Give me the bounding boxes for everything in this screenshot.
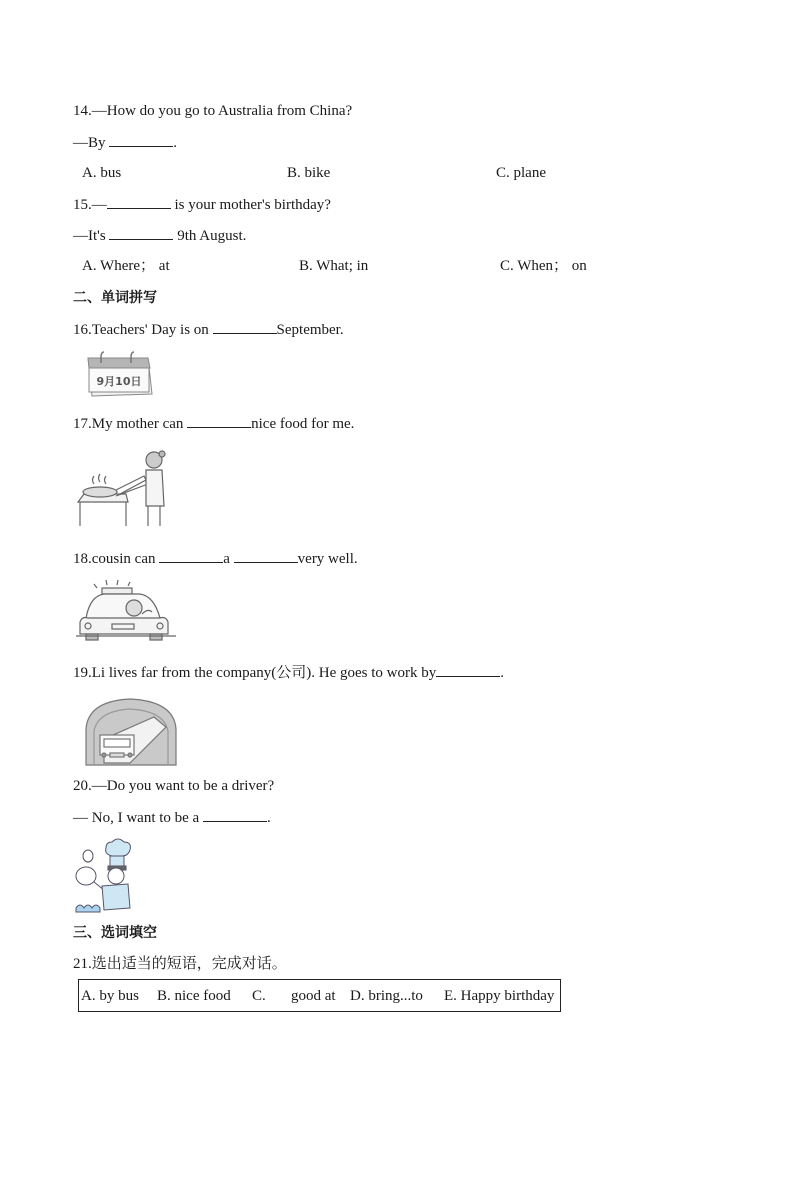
q14-blank xyxy=(109,133,173,147)
q14-option-b: B. bike xyxy=(287,165,331,181)
section-3-heading: 三、选词填空 xyxy=(73,925,157,941)
q14-answer-suffix: . xyxy=(173,135,178,151)
q15-question-suffix: is your mother's birthday? xyxy=(170,197,331,213)
woman-cooking-illustration xyxy=(74,448,174,530)
q15-option-a: A. Where； at xyxy=(82,258,170,274)
q15-option-b: B. What; in xyxy=(299,258,369,274)
word-bank-option-b: B. nice food xyxy=(157,988,231,1004)
q21-instruction: 21.选出适当的短语，完成对话。 xyxy=(73,956,287,972)
chef-illustration xyxy=(72,838,144,914)
word-bank-option-d: D. bring...to xyxy=(350,988,423,1004)
q15-blank-1 xyxy=(107,195,171,209)
q18-prefix: 18.cousin can xyxy=(73,551,160,567)
word-bank-option-c-text: good at xyxy=(291,988,336,1004)
q15-question-prefix: 15.— xyxy=(73,197,107,213)
q17-prefix: 17.My mother can xyxy=(73,416,188,432)
q20-question: 20.—Do you want to be a driver? xyxy=(73,778,275,794)
q16-prefix: 16.Teachers' Day is on xyxy=(73,322,213,338)
word-bank-option-a: A. by bus xyxy=(81,988,139,1004)
q15-answer-suffix: 9th August. xyxy=(173,228,247,244)
word-bank-option-c-label: C. xyxy=(252,988,266,1004)
section-2-heading: 二、单词拼写 xyxy=(73,290,157,306)
q14-answer-prefix: —By xyxy=(73,135,110,151)
calendar-icon xyxy=(84,348,154,400)
q16-blank xyxy=(213,320,277,334)
q16-question xyxy=(73,320,344,339)
q15-answer-line xyxy=(73,226,246,245)
calendar-date-text: 9月10日 xyxy=(96,375,142,388)
q14-option-a: A. bus xyxy=(82,165,122,181)
q15-blank-2 xyxy=(109,226,173,240)
q21-word-bank xyxy=(78,979,561,1012)
q18-blank-2 xyxy=(234,549,298,563)
q18-blank-1 xyxy=(159,549,223,563)
q20-answer-prefix: — No, I want to be a xyxy=(73,810,203,826)
q14-answer-line xyxy=(73,133,177,152)
q16-suffix: September. xyxy=(276,322,344,338)
q15-option-c: C. When； on xyxy=(500,258,587,274)
q15-answer-prefix: —It's xyxy=(73,228,110,244)
q18-middle: a xyxy=(223,551,234,567)
q18-suffix: very well. xyxy=(297,551,358,567)
q19-prefix: 19.Li lives far from the company(公司). He goes to work by xyxy=(73,665,437,681)
q20-answer-suffix: . xyxy=(266,810,271,826)
q15-question xyxy=(73,195,331,214)
q14-option-c: C. plane xyxy=(496,165,546,181)
q17-blank xyxy=(187,414,251,428)
subway-train-illustration xyxy=(84,697,180,767)
q20-blank xyxy=(203,808,267,822)
q19-question xyxy=(73,663,504,682)
q20-answer-line xyxy=(73,808,271,827)
q19-blank xyxy=(436,663,500,677)
q17-suffix: nice food for me. xyxy=(251,416,355,432)
q17-question xyxy=(73,414,354,433)
word-bank-option-e: E. Happy birthday xyxy=(444,988,555,1004)
q18-question xyxy=(73,549,358,568)
q19-suffix: . xyxy=(500,665,504,681)
taxi-driver-illustration xyxy=(76,578,176,648)
q14-question: 14.—How do you go to Australia from China? xyxy=(73,103,353,119)
